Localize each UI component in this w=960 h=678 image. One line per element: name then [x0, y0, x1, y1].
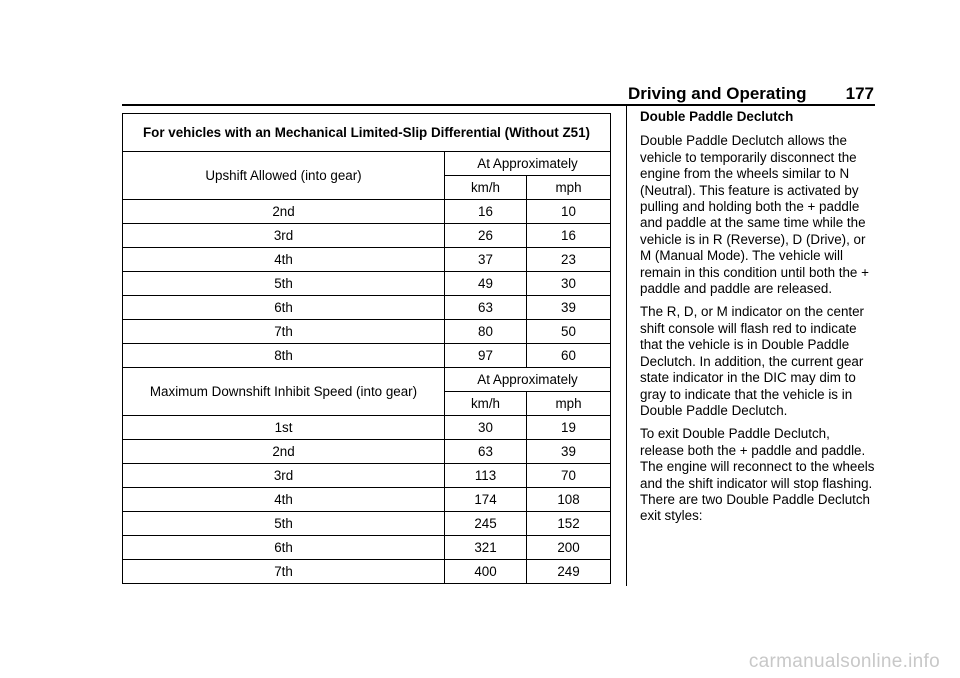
mph-cell: 50	[527, 320, 611, 344]
kmh-cell: 30	[445, 416, 527, 440]
table-row	[123, 560, 611, 584]
gear-cell: 6th	[123, 296, 445, 320]
kmh-cell: 16	[445, 200, 527, 224]
paragraph: To exit Double Paddle Declutch, release both the + paddle and paddle. The engine will reconnect to the wheels and the shift indicator will stop flashing. There are two Double Paddle Declutch exit styles:	[640, 426, 875, 524]
paragraph: The R, D, or M indicator on the center shift console will flash red to indicate that the vehicle is in Double Paddle Declutch. In addition, the current gear state indicator in the DIC may dim to gray to indicate that the vehicle is in Double Paddle Declutch.	[640, 304, 865, 418]
downshift-label: Maximum Downshift Inhibit Speed (into gear)	[123, 368, 445, 416]
gear-cell: 3rd	[123, 224, 445, 248]
mph-cell: 19	[527, 416, 611, 440]
gear-cell: 4th	[123, 488, 445, 512]
kmh-cell: 245	[445, 512, 527, 536]
page-header	[628, 84, 874, 104]
unit-kmh: km/h	[445, 392, 527, 416]
upshift-label: Upshift Allowed (into gear)	[123, 152, 445, 200]
unit-kmh: km/h	[445, 176, 527, 200]
table-row	[123, 488, 611, 512]
table-row	[123, 248, 611, 272]
paragraph: Double Paddle Declutch allows the vehicle to temporarily disconnect the engine from the wheels similar to N (Neutral). This feature is activated by pulling and holding both the + paddle and paddle at the same time while the vehicle is in R (Reverse), D (Drive), or M (Manual Mode). The vehicle will remain in this condition until both the + paddle and paddle are released.	[640, 133, 869, 297]
table-row	[123, 272, 611, 296]
gear-cell: 4th	[123, 248, 445, 272]
mph-cell: 200	[527, 536, 611, 560]
table-row	[123, 464, 611, 488]
gear-cell: 8th	[123, 344, 445, 368]
table-row	[123, 416, 611, 440]
gear-cell: 1st	[123, 416, 445, 440]
kmh-cell: 63	[445, 296, 527, 320]
kmh-cell: 113	[445, 464, 527, 488]
mph-cell: 10	[527, 200, 611, 224]
table-row	[123, 200, 611, 224]
section-heading: Double Paddle Declutch	[640, 109, 794, 124]
table-row	[123, 536, 611, 560]
approx-header: At Approximately	[445, 152, 611, 176]
gear-cell: 3rd	[123, 464, 445, 488]
unit-mph: mph	[527, 392, 611, 416]
kmh-cell: 26	[445, 224, 527, 248]
gear-cell: 7th	[123, 560, 445, 584]
gear-cell: 5th	[123, 272, 445, 296]
table-row	[123, 440, 611, 464]
table-row	[123, 320, 611, 344]
kmh-cell: 80	[445, 320, 527, 344]
mph-cell: 39	[527, 296, 611, 320]
header-rule	[122, 104, 875, 106]
table-row	[123, 296, 611, 320]
unit-mph: mph	[527, 176, 611, 200]
downshift-header-row	[123, 368, 611, 392]
watermark: carmanualsonline.info	[748, 651, 940, 672]
double-paddle-declutch-section	[640, 109, 876, 532]
mph-cell: 16	[527, 224, 611, 248]
mph-cell: 60	[527, 344, 611, 368]
shift-speed-table	[122, 113, 611, 584]
table-title: For vehicles with an Mechanical Limited-Slip Differential (Without Z51)	[123, 114, 611, 152]
mph-cell: 249	[527, 560, 611, 584]
table-row	[123, 344, 611, 368]
kmh-cell: 174	[445, 488, 527, 512]
kmh-cell: 97	[445, 344, 527, 368]
gear-cell: 2nd	[123, 440, 445, 464]
upshift-header-row	[123, 152, 611, 176]
mph-cell: 39	[527, 440, 611, 464]
gear-cell: 6th	[123, 536, 445, 560]
kmh-cell: 321	[445, 536, 527, 560]
column-divider	[626, 106, 627, 586]
table-row	[123, 224, 611, 248]
page-number: 177	[845, 84, 874, 103]
kmh-cell: 49	[445, 272, 527, 296]
kmh-cell: 37	[445, 248, 527, 272]
gear-cell: 7th	[123, 320, 445, 344]
mph-cell: 108	[527, 488, 611, 512]
mph-cell: 70	[527, 464, 611, 488]
section-title: Driving and Operating	[628, 84, 807, 103]
approx-header: At Approximately	[445, 368, 611, 392]
kmh-cell: 400	[445, 560, 527, 584]
mph-cell: 23	[527, 248, 611, 272]
gear-cell: 2nd	[123, 200, 445, 224]
mph-cell: 30	[527, 272, 611, 296]
kmh-cell: 63	[445, 440, 527, 464]
table-row	[123, 512, 611, 536]
mph-cell: 152	[527, 512, 611, 536]
gear-cell: 5th	[123, 512, 445, 536]
